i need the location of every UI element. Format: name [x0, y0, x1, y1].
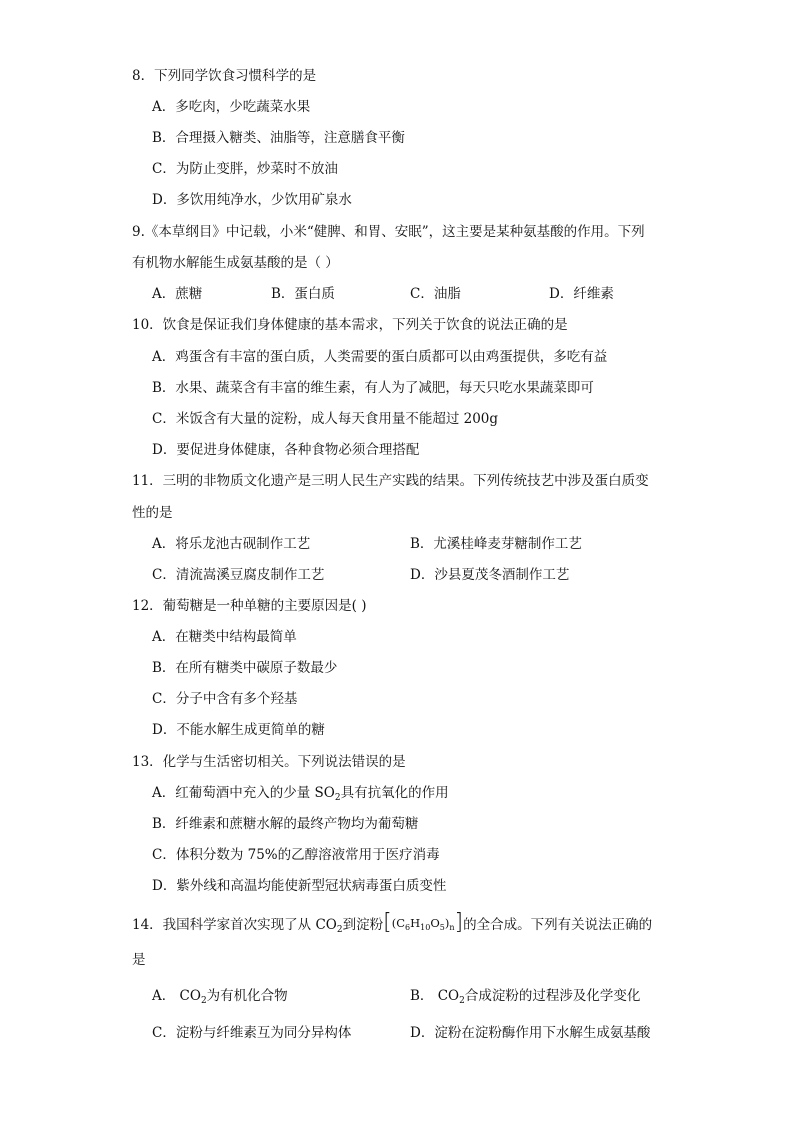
q9-option-c: C．油脂 [410, 286, 461, 302]
q8-option-d: D．多饮用纯净水，少饮用矿泉水 [152, 192, 352, 208]
q12-option-b: B．在所有糖类中碳原子数最少 [152, 660, 338, 676]
q13-option-d: D．紫外线和高温均能使新型冠状病毒蛋白质变性 [152, 878, 447, 894]
q9-option-d: D．纤维素 [549, 286, 614, 302]
q12-option-d: D．不能水解生成更简单的糖 [152, 722, 325, 738]
q14-stem-line1: 14．我国科学家首次实现了从 $CO_2$到淀粉 [ $(C_6H_{10}O_5)_n$ ] 的全合成。下列有关说法正确的 [132, 910, 653, 935]
q13-stem: 13．化学与生活密切相关。下列说法错误的是 [132, 754, 406, 770]
q8-option-b: B．合理摄入糖类、油脂等，注意膳食平衡 [152, 130, 405, 146]
q8-stem: 8．下列同学饮食习惯科学的是 [132, 68, 317, 84]
q9-option-a: A．蔗糖 [152, 286, 203, 302]
q8-option-c: C．为防止变胖，炒菜时不放油 [152, 161, 338, 177]
q14-option-b: B． $CO_2$合成淀粉的过程涉及化学变化 [410, 988, 641, 1006]
q10-option-c: C．米饭含有大量的淀粉，成人每天食用量不能超过 200g [152, 411, 499, 427]
q12-stem: 12．葡萄糖是一种单糖的主要原因是( ) [132, 598, 367, 614]
q14-option-a: A． $CO_2$为有机化合物 [152, 988, 288, 1006]
q8-option-a: A．多吃肉，少吃蔬菜水果 [152, 99, 311, 115]
q11-stem-line1: 11．三明的非物质文化遗产是三明人民生产实践的结果。下列传统技艺中涉及蛋白质变 [132, 473, 649, 489]
q11-option-b: B．尤溪桂峰麦芽糖制作工艺 [410, 536, 582, 552]
q10-option-b: B．水果、蔬菜含有丰富的维生素，有人为了减肥，每天只吃水果蔬菜即可 [152, 380, 594, 396]
q11-option-a: A．将乐龙池古砚制作工艺 [152, 536, 311, 552]
q9-stem-line2: 有机物水解能生成氨基酸的是（ ） [132, 255, 339, 271]
q10-option-a: A．鸡蛋含有丰富的蛋白质，人类需要的蛋白质都可以由鸡蛋提供，多吃有益 [152, 349, 608, 365]
q10-option-d: D．要促进身体健康，各种食物必须合理搭配 [152, 442, 420, 458]
q13-option-b: B．纤维素和蔗糖水解的最终产物均为葡萄糖 [152, 816, 419, 832]
q14-stem-line2: 是 [132, 952, 146, 968]
q14-option-d: D．淀粉在淀粉酶作用下水解生成氨基酸 [410, 1025, 651, 1041]
q11-option-d: D．沙县夏茂冬酒制作工艺 [410, 567, 570, 583]
starch-formula: [ $(C_6H_{10}O_5)_n$ ] [383, 910, 464, 935]
q10-stem: 10．饮食是保证我们身体健康的基本需求，下列关于饮食的说法正确的是 [132, 317, 568, 333]
q13-option-c: C．体积分数为 75%的乙醇溶液常用于医疗消毒 [152, 847, 440, 863]
q13-option-a: A．红葡萄酒中充入的少量 $SO_2$具有抗氧化的作用 [152, 785, 449, 803]
q9-stem-line1: 9.《本草纲目》中记载，小米“健脾、和胃、安眠”，这主要是某种氨基酸的作用。下列 [132, 224, 645, 240]
q12-option-c: C．分子中含有多个羟基 [152, 691, 298, 707]
q11-option-c: C．清流嵩溪豆腐皮制作工艺 [152, 567, 325, 583]
q14-option-c: C．淀粉与纤维素互为同分异构体 [152, 1025, 352, 1041]
q9-option-b: B．蛋白质 [271, 286, 335, 302]
q11-stem-line2: 性的是 [132, 505, 173, 521]
q12-option-a: A．在糖类中结构最简单 [152, 629, 297, 645]
